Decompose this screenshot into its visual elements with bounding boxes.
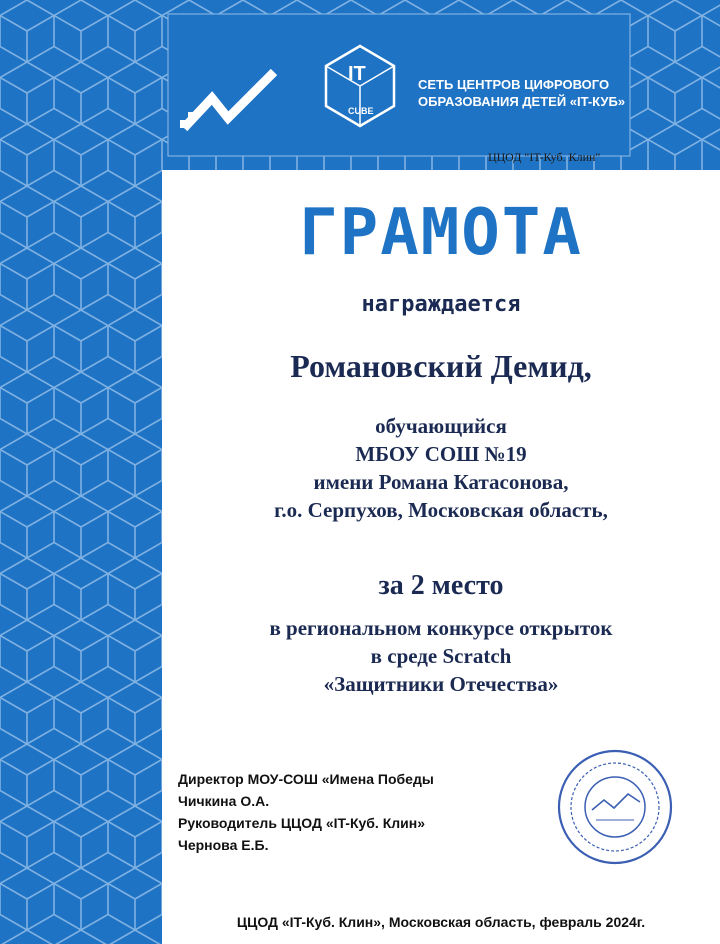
signature-line: Чернова Е.Б. <box>178 837 269 853</box>
recipient-name: Романовский Демид, <box>290 348 592 384</box>
network-line-1: СЕТЬ ЦЕНТРОВ ЦИФРОВОГО <box>418 77 610 92</box>
left-pattern-strip <box>0 0 162 944</box>
signature-line: Чичкина О.А. <box>178 793 270 809</box>
signatures <box>178 768 434 856</box>
signature-line: Руководитель ЦЦОД «IT-Куб. Клин» <box>178 815 425 831</box>
network-line-2: ОБРАЗОВАНИЯ ДЕТЕЙ «IT-КУБ» <box>418 94 626 109</box>
center-name: ЦЦОД "IT-Куб. Клин" <box>488 150 601 164</box>
contest-line: в региональном конкурсе открыток <box>269 616 613 640</box>
contest-info <box>162 614 720 698</box>
contest-line: «Защитники Отечества» <box>323 672 559 696</box>
signature-line: Директор МОУ-СОШ «Имена Победы <box>178 771 434 787</box>
cube-pattern-left <box>0 0 162 944</box>
network-name <box>418 76 708 110</box>
svg-text:CUBE: CUBE <box>348 106 374 116</box>
subtitle: награждается <box>361 292 521 317</box>
page-title: ГРАМОТА <box>299 196 583 270</box>
info-line: МБОУ СОШ №19 <box>355 442 527 466</box>
recipient-info <box>162 412 720 524</box>
info-line: имени Романа Катасонова, <box>313 470 569 494</box>
svg-text:IT: IT <box>348 63 366 85</box>
info-line: обучающийся <box>375 414 507 438</box>
info-line: г.о. Серпухов, Московская область, <box>274 498 608 522</box>
award-place: за 2 место <box>378 570 504 601</box>
footer-text: ЦЦОД «IT-Куб. Клин», Московская область, февраль 2024г. <box>236 914 646 930</box>
official-stamp <box>556 748 674 866</box>
contest-line: в среде Scratch <box>370 644 512 668</box>
